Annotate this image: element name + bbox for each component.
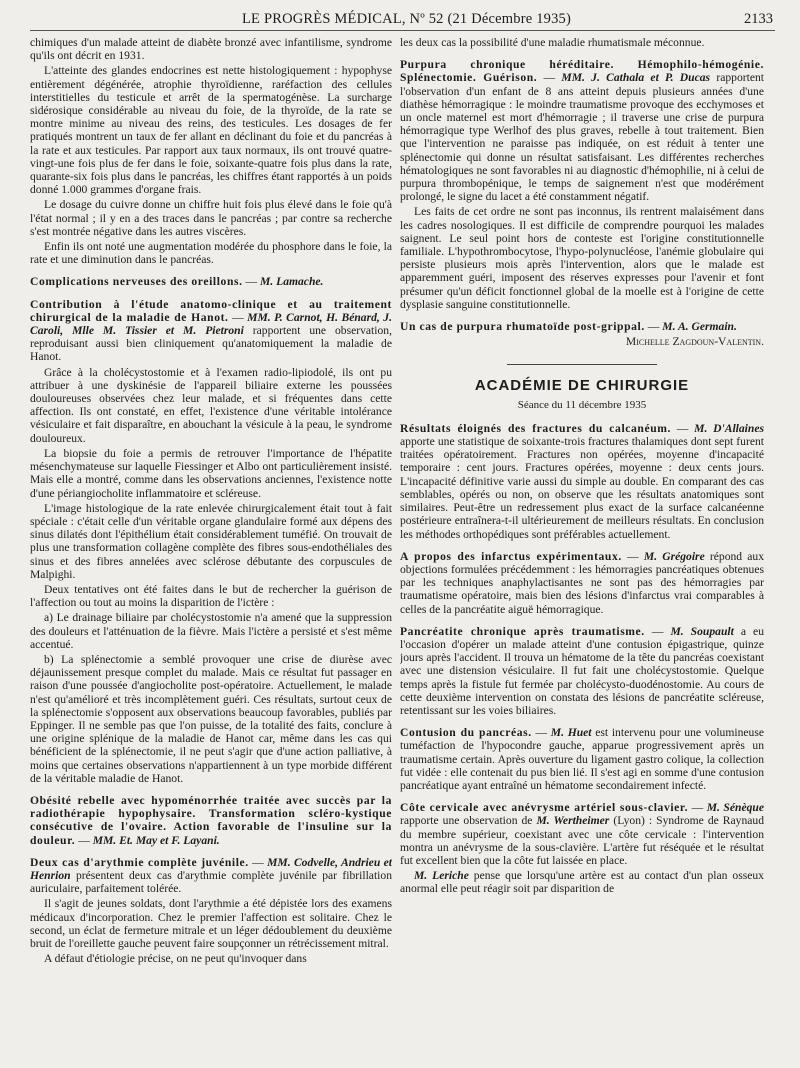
section-pancreatite [400, 625, 764, 717]
signature: Michelle Zagdoun-Valentin. [625, 335, 764, 349]
section-obesite [30, 794, 392, 847]
section-author: M. Sénèque [706, 801, 764, 815]
section-text: présentent deux cas d'arythmie complète juvénile par fibrillation auriculaire, parfaitement tolérée. [30, 868, 392, 896]
section-title: Résultats éloignés des fractures du calcanéum. [400, 421, 672, 435]
dash: — [531, 726, 551, 740]
dash: — [644, 320, 663, 334]
section-author: M. Huet [550, 726, 592, 740]
paragraph [400, 869, 764, 895]
paragraph: Grâce à la cholécystostomie et à l'examen radio-lipiodolé, ils ont pu attribuer à une dyskinésie de l'appareil biliaire externe les poussées douloureuses observées chez leur malade, et si fréquentes dans cette affection. Ils ont constaté, en effet, l'existence d'une véritable intolérance vésiculaire et fait disparaître, en abouchant la vésicule à la peau, le syndrome douloureux. [30, 365, 392, 445]
section-authors: MM. Codvelle, Andrieu et Henrion [30, 855, 392, 882]
section-divider [507, 364, 657, 365]
section-title: Un cas de purpura rhumatoïde post-grippal. [400, 320, 645, 334]
journal-title: LE PROGRÈS MÉDICAL, Nº 52 (21 Décembre 1935) [242, 11, 572, 27]
section-contusion-pancreas [400, 726, 764, 792]
paragraph: Deux tentatives ont été faites dans le but de rechercher la guérison de l'affection ou tout au moins la disparition de l'ictère : [30, 582, 392, 610]
academie-heading: ACADÉMIE DE CHIRURGIE [474, 377, 690, 395]
section-title: Pancréatite chronique après traumatisme. [400, 624, 645, 638]
list-item: b) La splénectomie a semblé provoquer une crise de diurèse avec déjaunissement presque complet du malade. Mais ce résultat fut passager en raison d'une poussée d'angiocholite post-opératoire. Actuellement, le malade n'est qu'amélioré et très incomplètement guéri. Ces résultats, surtout ceux de la splénectomie s'opposent aux observations beaucoup favorables, publiés par Eppinger. Il ne semble pas que l'on puisse, de la totalité des faits, conclure à une origine splénique de la maladie de Hanot car, même dans les cas qui bénéficient de la splénectomie, il ne peut s'agir que d'une action palliative, à moins que certaines observations n'appartiennent à un type morbide différent de la véritable maladie de Hanot. [30, 652, 392, 785]
dash: — [75, 833, 93, 847]
section-complications-oreillons [30, 275, 392, 288]
section-infarctus [400, 550, 764, 616]
section-author: M. D'Allaines [694, 421, 764, 435]
running-head [30, 8, 775, 31]
section-purpura-rhumatoide [400, 320, 764, 333]
paragraph: L'atteinte des glandes endocrines est nette histologiquement : hypophyse entièrement dégénérée, atrophie thyroïdienne, raréfaction des cellules interstitielles du testicule et arrêt de la spermatogénèse. La surcharge sidérosique considérable au niveau du foie, de la thyroïde, de la rate se montre minime au niveau des reins, des testicules. Les dosages de fer pratiqués montrent un taux de fer allant en déclinant du foie et du pancréas à la rate et aux testicules. Par rapport aux taux normaux, ils ont trouvé quatre-vingt-une fois plus de fer dans le foie, soixante-quatre fois plus dans la rate, quarante-six fois plus dans le pancréas, les chiffres étant rapportés à un poids donné 1.000 grammes d'organe frais. [30, 64, 392, 197]
paragraph: chimiques d'un malade atteint de diabète bronzé avec infantilisme, syndrome qu'ils ont décrit en 1931. [30, 36, 392, 63]
section-calcaneum [400, 422, 764, 541]
dash: — [671, 421, 695, 435]
section-maladie-hanot [30, 298, 392, 364]
dash: — [621, 549, 644, 563]
section-title: Obésité rebelle avec hypoménorrhée traitée avec succès par la radiothérapie hypophysaire. Transformation scléro-kystique consécutive de l'ovaire. Action favorable de l'insuline sur la douleur. [30, 793, 392, 847]
section-text: a eu l'occasion d'opérer un malade atteint d'une contusion épigastrique, quinze jours après l'accident. Il trouva un hématome de la tête du pancréas coexistant avec une distension vésiculaire. Il fut fait une cholécystostomie. Quelque temps après la fistule fut fermée par cholécysto-duodénostomie. Au cours de cette deuxième intervention on constata des lésions de pancréatite scléreuse, retentissant sur les voies biliaires. [400, 624, 764, 717]
section-text: rapportent l'observation d'un enfant de 8 ans atteint depuis plusieurs années d'une diathèse hémorragique : le moindre traumatisme provoque des ecchymoses et un oncle maternel est mort d'hémorragie ; il traverse une crise de purpura hémorragique type Werlhof des plus graves, rebelle à tout traitement. Bien que l'intervention ne paraisse pas indiquée, on est réduit à tenter une splénectomie qui donne un résultat satisfaisant. Les différentes recherches hématologiques ne sont favorables ni au diagnostic d'hémophilie, ni à celui de purpura thrombopénique, le temps de saignement n'est que modérément prolongé, le signe du lacet a été constamment négatif. [400, 71, 764, 204]
section-text: répond aux objections formulées précédemment : les hémorragies pancréatiques obtenues par les techniques anaphylactisantes ne sont pas des hémorragies par traumatisme opératoire, mais bien des lésions d'infarctus vrai comparables à celles de la pancréatite aiguë hémorragique. [400, 549, 764, 616]
section-authors: MM. P. Carnot, H. Bénard, J. Caroli, Mlle M. Tissier et M. Pietroni [30, 310, 392, 338]
section-text: rapportent une observation, reproduisant aussi bien cliniquement qu'anatomiquement la maladie de Hanot. [30, 324, 392, 364]
dash: — [228, 310, 248, 324]
paragraph: Les faits de cet ordre ne sont pas inconnus, ils rentrent malaisément dans les cadres nosologiques. Il est difficile de comprendre pourquoi les malades saignent. Le seul point hors de conteste est l'origine constitutionnelle familiale. L'hypothrombocytose, l'hypo-polynucléose, l'anémie globulaire qui persiste plusieurs mois après l'intervention, alors que le malade est apparemment guéri, imposent des réserves expresses pour l'avenir et font présumer qu'un déficit fonctionnel global de la moelle est à l'origine de cette dysplasie sanguine constitutionnelle. [400, 205, 764, 311]
section-author: M. Lamache. [260, 275, 324, 289]
dash: — [248, 855, 268, 869]
paragraph: Enfin ils ont noté une augmentation modérée du phosphore dans le foie, la rate et une diminution dans le pancréas. [30, 240, 392, 267]
paragraph: les deux cas la possibilité d'une maladie rhumatismale méconnue. [400, 36, 705, 49]
paragraph: La biopsie du foie a permis de retrouver l'importance de l'hépatite mésenchymateuse sur laquelle Fiessinger et Albo ont particulièrement insisté. Mais elle a montré, comme dans les observations anciennes, l'existence notte d'une périangiocholite inflammatoire et scléreuse. [30, 446, 392, 500]
section-cote-cervicale [400, 801, 764, 867]
paragraph: Il s'agit de jeunes soldats, dont l'arythmie a été dépistée lors des examens médicaux d'incorporation. Chez le premier l'affection est solitaire. Chez le second, un éclat de fermeture mitrale et un léger dédoublement du deuxième bruit de l'oreillette gauche peuvent faire soupçonner un rétrécissement mitral. [30, 897, 392, 950]
section-title: A propos des infarctus expérimentaux. [400, 549, 622, 563]
section-author: M. Wertheimer [536, 814, 610, 828]
section-title: Côte cervicale avec anévrysme artériel sous-clavier. [400, 801, 689, 815]
paragraph-author: M. Leriche [414, 869, 469, 883]
section-author: M. A. Germain. [662, 320, 737, 334]
section-title: Contusion du pancréas. [400, 726, 532, 740]
section-authors: MM. J. Cathala et P. Ducas [561, 71, 711, 85]
section-text: apporte une statistique de soixante-trois fractures thalamiques dont sept furent traitées opératoirement. Fractures non opérées, moyenne d'incapacité temporaire : cent jours. Fractures opérées, moyenne : deux cents jours. L'incapacité définitive varie aussi du simple au double. En comparant des cas semblables, opérés ou non, on observe que les résultats anatomiques sont similaires. Peut-être un redressement plus exact de la surface calcanéenne postérieure entraînera-t-il ultérieurement de meilleurs résultats. En conclusion les méthodes orthopédiques sont préférables actuellement. [400, 435, 764, 541]
section-title: Deux cas d'arythmie complète juvénile. [30, 855, 249, 869]
page-number: 2133 [744, 11, 773, 27]
dash: — [242, 275, 260, 289]
paragraph: A défaut d'étiologie précise, on ne peut qu'invoquer dans [44, 952, 307, 966]
seance-date: Séance du 11 décembre 1935 [517, 398, 647, 411]
section-text: rapporte une observation de [400, 814, 537, 828]
left-column [30, 36, 392, 1061]
paragraph: L'image histologique de la rate enlevée chirurgicalement était tout à fait spéciale : c'était celle d'un véritable organe glandulaire formé aux dépens des sinus dilatés dont l'épithélium était considérablement tuméfié. On trouvait de plus une transformation collagène complète des fibres sous-endothéliales des sinus et des fibres annelées avec sclérose débutante des corpuscules de Malpighi. [30, 501, 392, 581]
section-text: est intervenu pour une volumineuse tuméfaction de l'hypocondre gauche, apparue progressivement après un traumatisme certain. Après ouverture du ligament gastro colique, la collection fut vidée : elle contenait du pus bien lié. Il s'est agi en somme d'une contusion pancréatique ayant entraîné un hématome secondairement infecté. [400, 726, 764, 792]
section-author: M. Soupault [670, 624, 734, 638]
dash: — [688, 801, 707, 815]
section-title: Complications nerveuses des oreillons. [30, 275, 243, 289]
right-column [400, 36, 764, 1061]
section-purpura-hereditaire [400, 58, 764, 203]
dash: — [537, 71, 562, 85]
section-author: M. Grégoire [643, 549, 705, 563]
paragraph-text: pense que lorsqu'une artère est au contact d'un plan osseux anormal elle peut réagir soit par disparition de [400, 869, 764, 896]
section-title: Purpura chronique héréditaire. Hémophilo-hémogénie. Splénectomie. Guérison. [400, 58, 764, 85]
paragraph: Le dosage du cuivre donne un chiffre huit fois plus élevé dans le foie qu'à l'état normal ; il y en a des traces dans le pancréas ; par contre sa recherche s'est montrée négative dans les autres viscères. [30, 198, 392, 238]
section-arythmie [30, 856, 392, 896]
dash: — [644, 624, 671, 638]
section-authors: MM. Et. May et F. Layani. [92, 833, 220, 847]
section-title: Contribution à l'étude anatomo-clinique et au traitement chirurgical de la maladie de Hanot. [30, 297, 392, 324]
list-item: a) Le drainage biliaire par cholécystostomie n'a amené que la suppression des douleurs et l'atténuation de la fièvre. Mais l'ictère a persisté et s'est même accentué. [30, 611, 392, 651]
section-text: (Lyon) : Syndrome de Raynaud du membre supérieur, coexistant avec une côte cervicale : l'intervention montra un anévrysme de la sous-clavière. L'artère fut réséquée et le résultat fut excellent bien que la côte fut laissée en place. [400, 814, 764, 867]
